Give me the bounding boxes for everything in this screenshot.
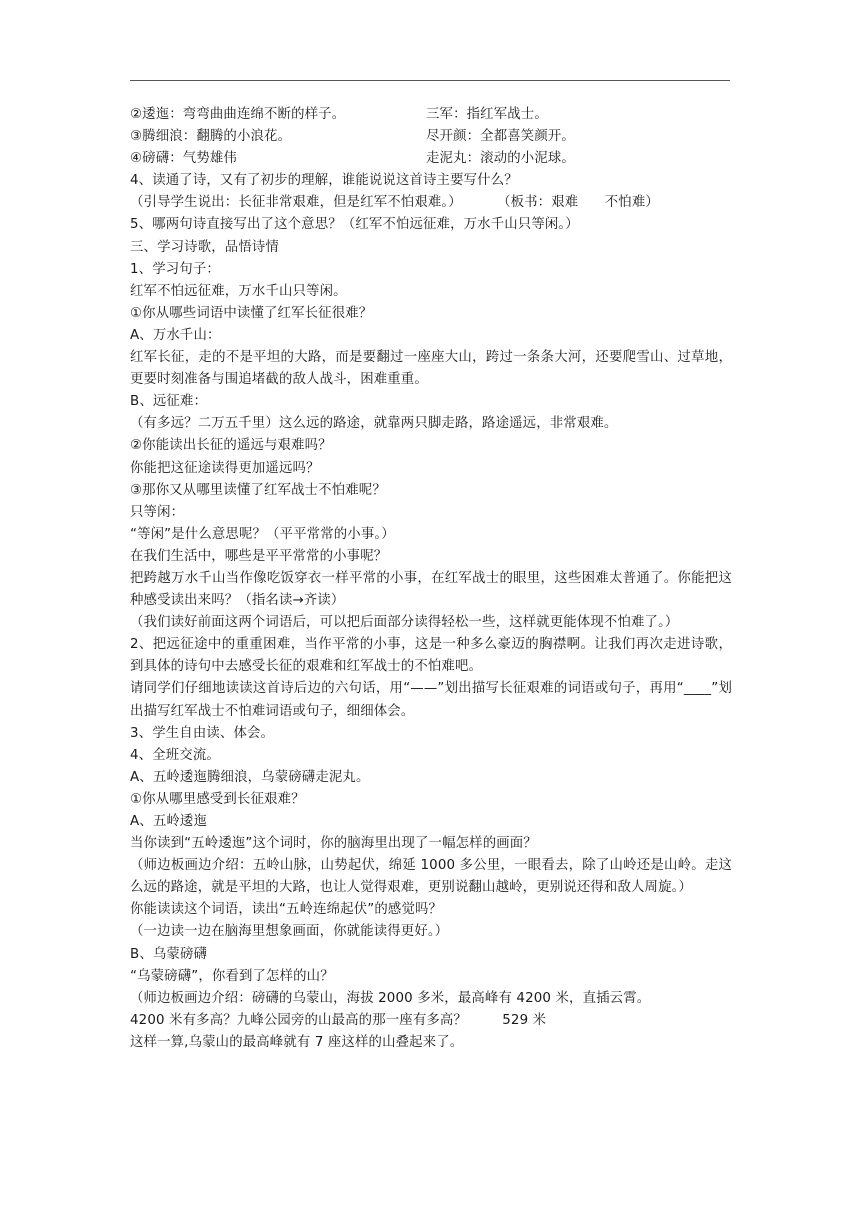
paragraph: 红军长征，走的不是平坦的大路，而是要翻过一座座大山，跨过一条条大河，还要爬雪山、过草地，更要时刻准备与围追堵截的敌人战斗，困难重重。 <box>130 350 732 388</box>
paragraph: 2、把远征途中的重重困难，当作平常的小事，这是一种多么豪迈的胸襟啊。让我们再次走进诗歌，到具体的诗句中去感受长征的艰难和红军战士的不怕难吧。 <box>130 637 732 675</box>
text-line: 1、学习句子： <box>130 261 220 277</box>
text-line: 5、哪两句诗直接写出了这个意思？（红军不怕远征难，万水千山只等闲。） <box>130 217 579 233</box>
question-line: ①你从哪里感受到长征艰难？ <box>130 791 305 807</box>
definition-left: ③腾细浪：翻腾的小浪花。 <box>130 129 292 145</box>
definition-right: 尽开颜：全都喜笑颜开。 <box>426 129 575 145</box>
question-line: “乌蒙磅礴”，你看到了怎样的山？ <box>130 968 334 984</box>
paragraph: （师边板画边介绍：五岭山脉，山势起伏，绵延 1000 多公里，一眼看去，除了山岭还是山岭。走这么远的路途，就是平坦的大路，也让人觉得艰难，更别说翻山越岭，更别说还得和敌人周旋。） <box>130 858 732 896</box>
definition-row <box>130 126 732 148</box>
text-line: B、乌蒙磅礴 <box>130 946 208 962</box>
question-line: 当你读到“五岭逶迤”这个词时，你的脑海里出现了一幅怎样的画面？ <box>130 836 537 852</box>
question-line: ②你能读出长征的遥远与艰难吗？ <box>130 438 332 454</box>
poem-line: A、五岭逶迤腾细浪，乌蒙磅礴走泥丸。 <box>130 769 370 785</box>
definition-right: 三军：指红军战士。 <box>426 107 548 122</box>
definition-left: ④磅礴：气势雄伟 <box>130 151 237 167</box>
text-line: （有多远？二万五千里）这么远的路途，就靠两只脚走路，路途遥远，非常艰难。 <box>130 416 618 432</box>
question-line: 在我们生活中，哪些是平平常常的小事呢？ <box>130 548 388 564</box>
question-line: 你能把这征途读得更加遥远吗？ <box>130 460 320 476</box>
question-line: 你能读读这个词语，读出“五岭连绵起伏”的感觉吗？ <box>130 902 443 918</box>
text-line: 这样一算,乌蒙山的最高峰就有 7 座这样的山叠起来了。 <box>130 1034 464 1050</box>
paragraph: 把跨越万水千山当作像吃饭穿衣一样平常的小事，在红军战士的眼里，这些困难太普通了。你能把这种感受读出来吗？（指名读→齐读） <box>130 570 732 609</box>
text-line: （我们读好前面这两个词语后，可以把后面部分读得轻松一些，这样就更能体现不怕难了。） <box>130 615 679 631</box>
question-line: ①你从哪些词语中读懂了红军长征很难？ <box>130 305 373 321</box>
section-heading: 三、学习诗歌，品悟诗情 <box>130 239 279 255</box>
poem-line: 红军不怕远征难，万水千山只等闲。 <box>130 283 347 299</box>
text-line: 3、学生自由读、体会。 <box>130 725 275 741</box>
text-line: 4、全班交流。 <box>130 747 220 763</box>
definition-left: ②逶迤：弯弯曲曲连绵不断的样子。 <box>130 107 346 122</box>
text-line: 4200 米有多高？九峰公园旁的山最高的那一座有多高？ 529 米 <box>130 1012 547 1028</box>
text-line: 4、读通了诗，又有了初步的理解，谁能说说这首诗主要写什么？ <box>130 173 518 189</box>
text-line: B、远征难： <box>130 394 208 410</box>
text-line: （引导学生说出：长征非常艰难，但是红军不怕艰难。） （板书：艰难 不怕难） <box>130 195 659 211</box>
paragraph: 请同学们仔细地读读这首诗后边的六句话，用“——”划出描写长征艰难的词语或句子，再用“____”划出描写红军战士不怕难词语或句子，细细体会。 <box>130 681 732 719</box>
text-line: A、万水千山： <box>130 327 221 343</box>
definition-row <box>130 104 732 126</box>
text-line: 只等闲： <box>130 504 185 520</box>
definition-row <box>130 148 732 170</box>
question-line: ③那你又从哪里读懂了红军战士不怕难呢？ <box>130 482 386 498</box>
document-body <box>130 104 732 1054</box>
text-line: “等闲”是什么意思呢？（平平常常的小事。） <box>130 526 395 542</box>
text-line: （师边板画边介绍：磅礴的乌蒙山，海拔 2000 多米，最高峰有 4200 米，直插云霄。 <box>130 990 651 1006</box>
header-rule <box>130 80 730 81</box>
text-line: （一边读一边在脑海里想象画面，你就能读得更好。） <box>130 924 449 940</box>
text-line: A、五岭逶迤 <box>130 814 208 829</box>
definition-right: 走泥丸：滚动的小泥球。 <box>426 151 575 167</box>
